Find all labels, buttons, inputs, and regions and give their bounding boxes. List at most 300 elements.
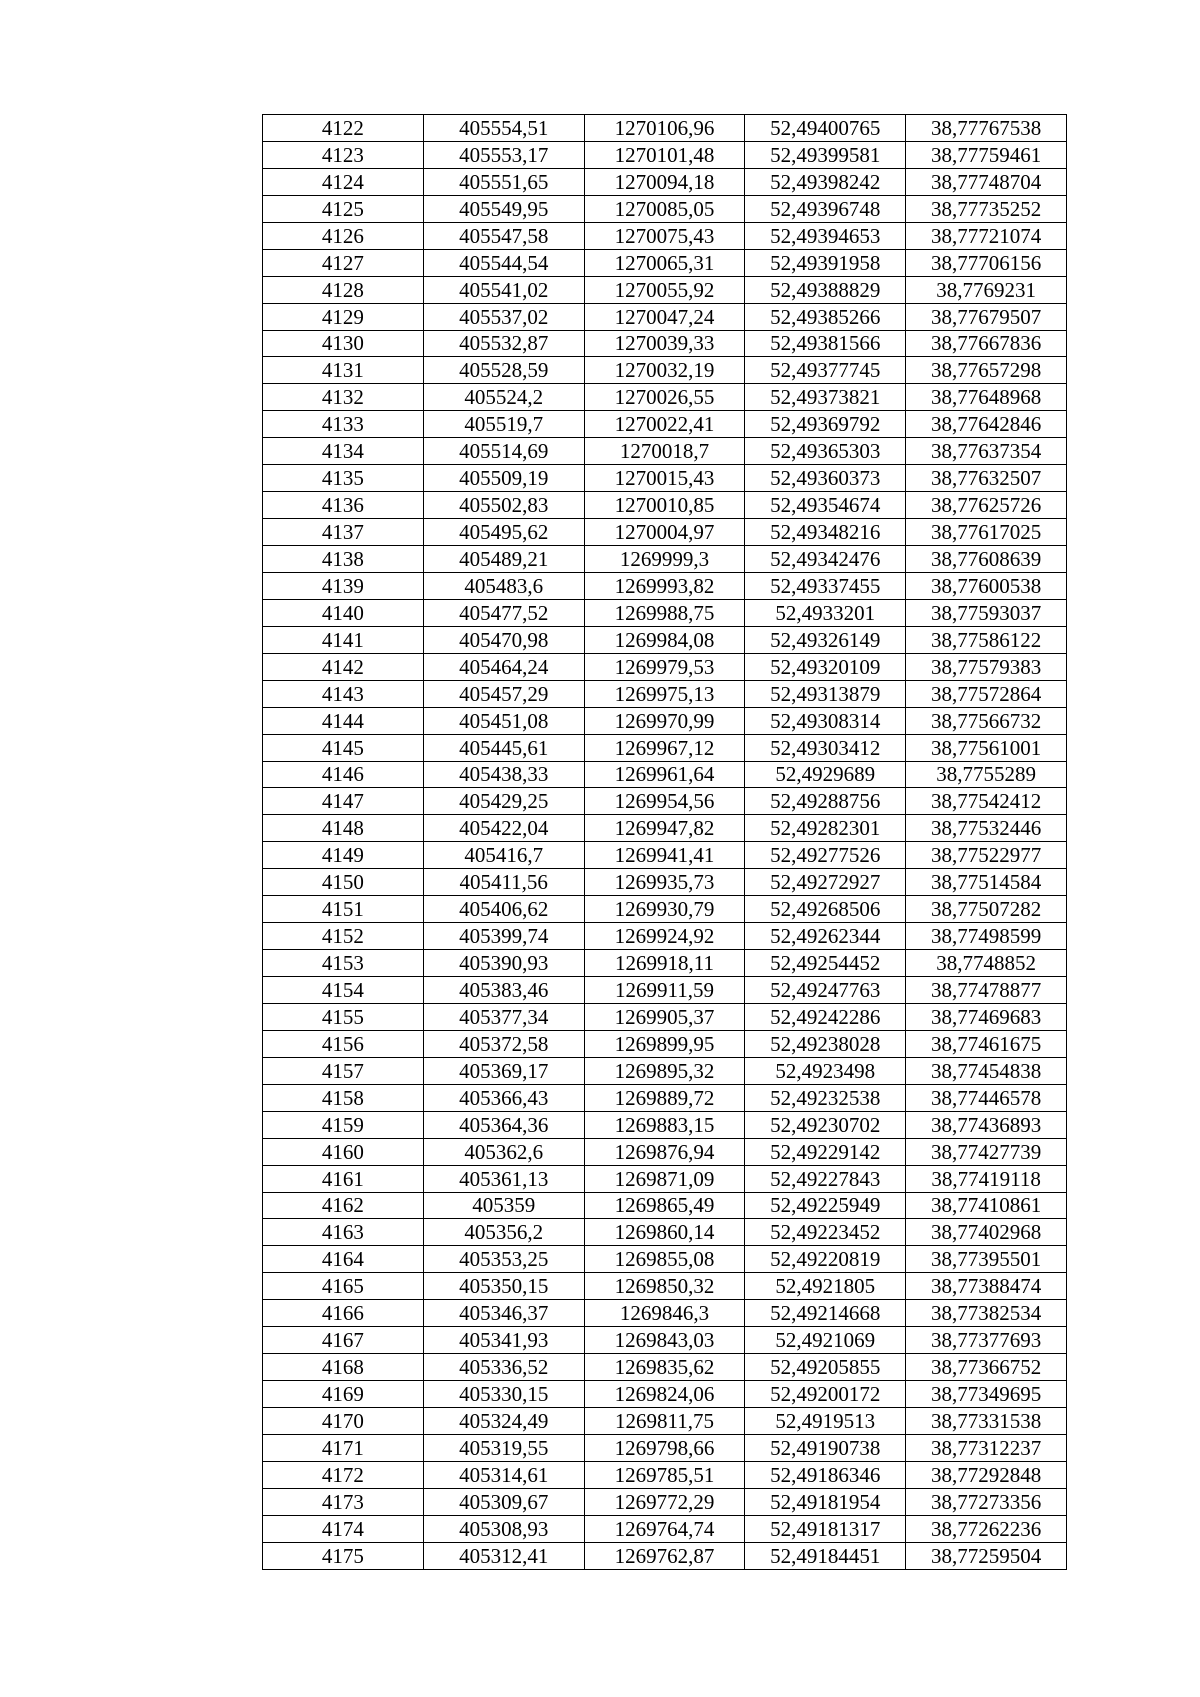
point-number-cell: 4148 bbox=[263, 815, 424, 842]
y-coordinate-cell: 1269899,95 bbox=[584, 1030, 745, 1057]
x-coordinate-cell: 405502,83 bbox=[423, 492, 584, 519]
table-row bbox=[263, 977, 1067, 1004]
y-coordinate-cell: 1270018,7 bbox=[584, 438, 745, 465]
point-number-cell: 4136 bbox=[263, 492, 424, 519]
longitude-cell: 38,77507282 bbox=[906, 896, 1067, 923]
table-row bbox=[263, 1461, 1067, 1488]
x-coordinate-cell: 405457,29 bbox=[423, 680, 584, 707]
latitude-cell: 52,49326149 bbox=[745, 626, 906, 653]
longitude-cell: 38,77446578 bbox=[906, 1084, 1067, 1111]
longitude-cell: 38,77679507 bbox=[906, 303, 1067, 330]
table-row bbox=[263, 923, 1067, 950]
table-row bbox=[263, 1030, 1067, 1057]
y-coordinate-cell: 1270075,43 bbox=[584, 222, 745, 249]
latitude-cell: 52,4929689 bbox=[745, 761, 906, 788]
y-coordinate-cell: 1269835,62 bbox=[584, 1354, 745, 1381]
x-coordinate-cell: 405411,56 bbox=[423, 869, 584, 896]
latitude-cell: 52,49184451 bbox=[745, 1542, 906, 1569]
x-coordinate-cell: 405483,6 bbox=[423, 572, 584, 599]
point-number-cell: 4168 bbox=[263, 1354, 424, 1381]
point-number-cell: 4173 bbox=[263, 1488, 424, 1515]
table-row bbox=[263, 626, 1067, 653]
longitude-cell: 38,77331538 bbox=[906, 1408, 1067, 1435]
latitude-cell: 52,49272927 bbox=[745, 869, 906, 896]
table-row bbox=[263, 896, 1067, 923]
longitude-cell: 38,77648968 bbox=[906, 384, 1067, 411]
table-row bbox=[263, 572, 1067, 599]
x-coordinate-cell: 405528,59 bbox=[423, 357, 584, 384]
point-number-cell: 4159 bbox=[263, 1111, 424, 1138]
latitude-cell: 52,49186346 bbox=[745, 1461, 906, 1488]
latitude-cell: 52,49190738 bbox=[745, 1434, 906, 1461]
y-coordinate-cell: 1269954,56 bbox=[584, 788, 745, 815]
y-coordinate-cell: 1269843,03 bbox=[584, 1327, 745, 1354]
point-number-cell: 4143 bbox=[263, 680, 424, 707]
longitude-cell: 38,77642846 bbox=[906, 411, 1067, 438]
longitude-cell: 38,77721074 bbox=[906, 222, 1067, 249]
table-row bbox=[263, 1111, 1067, 1138]
latitude-cell: 52,49200172 bbox=[745, 1381, 906, 1408]
y-coordinate-cell: 1270010,85 bbox=[584, 492, 745, 519]
latitude-cell: 52,49398242 bbox=[745, 168, 906, 195]
latitude-cell: 52,49268506 bbox=[745, 896, 906, 923]
table-row bbox=[263, 384, 1067, 411]
table-row bbox=[263, 438, 1067, 465]
y-coordinate-cell: 1269975,13 bbox=[584, 680, 745, 707]
point-number-cell: 4150 bbox=[263, 869, 424, 896]
longitude-cell: 38,77561001 bbox=[906, 734, 1067, 761]
y-coordinate-cell: 1269988,75 bbox=[584, 599, 745, 626]
x-coordinate-cell: 405553,17 bbox=[423, 141, 584, 168]
x-coordinate-cell: 405377,34 bbox=[423, 1003, 584, 1030]
table-row bbox=[263, 249, 1067, 276]
latitude-cell: 52,49365303 bbox=[745, 438, 906, 465]
table-row bbox=[263, 1408, 1067, 1435]
latitude-cell: 52,49391958 bbox=[745, 249, 906, 276]
point-number-cell: 4134 bbox=[263, 438, 424, 465]
table-row bbox=[263, 465, 1067, 492]
y-coordinate-cell: 1269889,72 bbox=[584, 1084, 745, 1111]
table-row bbox=[263, 1273, 1067, 1300]
table-row bbox=[263, 707, 1067, 734]
table-row bbox=[263, 788, 1067, 815]
x-coordinate-cell: 405509,19 bbox=[423, 465, 584, 492]
point-number-cell: 4130 bbox=[263, 330, 424, 357]
point-number-cell: 4139 bbox=[263, 572, 424, 599]
latitude-cell: 52,49181317 bbox=[745, 1515, 906, 1542]
table-row bbox=[263, 330, 1067, 357]
latitude-cell: 52,49227843 bbox=[745, 1165, 906, 1192]
longitude-cell: 38,77454838 bbox=[906, 1057, 1067, 1084]
latitude-cell: 52,49337455 bbox=[745, 572, 906, 599]
latitude-cell: 52,49262344 bbox=[745, 923, 906, 950]
y-coordinate-cell: 1269970,99 bbox=[584, 707, 745, 734]
latitude-cell: 52,49388829 bbox=[745, 276, 906, 303]
point-number-cell: 4166 bbox=[263, 1300, 424, 1327]
point-number-cell: 4147 bbox=[263, 788, 424, 815]
table-row bbox=[263, 653, 1067, 680]
table-row bbox=[263, 1165, 1067, 1192]
point-number-cell: 4152 bbox=[263, 923, 424, 950]
point-number-cell: 4123 bbox=[263, 141, 424, 168]
y-coordinate-cell: 1270106,96 bbox=[584, 115, 745, 142]
table-row bbox=[263, 1381, 1067, 1408]
y-coordinate-cell: 1269935,73 bbox=[584, 869, 745, 896]
point-number-cell: 4149 bbox=[263, 842, 424, 869]
x-coordinate-cell: 405324,49 bbox=[423, 1408, 584, 1435]
latitude-cell: 52,49181954 bbox=[745, 1488, 906, 1515]
x-coordinate-cell: 405356,2 bbox=[423, 1219, 584, 1246]
longitude-cell: 38,7748852 bbox=[906, 950, 1067, 977]
y-coordinate-cell: 1269947,82 bbox=[584, 815, 745, 842]
table-row bbox=[263, 815, 1067, 842]
latitude-cell: 52,49229142 bbox=[745, 1138, 906, 1165]
longitude-cell: 38,77498599 bbox=[906, 923, 1067, 950]
y-coordinate-cell: 1269865,49 bbox=[584, 1192, 745, 1219]
longitude-cell: 38,77522977 bbox=[906, 842, 1067, 869]
point-number-cell: 4122 bbox=[263, 115, 424, 142]
latitude-cell: 52,49214668 bbox=[745, 1300, 906, 1327]
longitude-cell: 38,77478877 bbox=[906, 977, 1067, 1004]
longitude-cell: 38,77637354 bbox=[906, 438, 1067, 465]
x-coordinate-cell: 405477,52 bbox=[423, 599, 584, 626]
point-number-cell: 4137 bbox=[263, 519, 424, 546]
x-coordinate-cell: 405532,87 bbox=[423, 330, 584, 357]
longitude-cell: 38,77767538 bbox=[906, 115, 1067, 142]
y-coordinate-cell: 1269883,15 bbox=[584, 1111, 745, 1138]
x-coordinate-cell: 405551,65 bbox=[423, 168, 584, 195]
longitude-cell: 38,77566732 bbox=[906, 707, 1067, 734]
table-row bbox=[263, 1246, 1067, 1273]
table-row bbox=[263, 115, 1067, 142]
longitude-cell: 38,77377693 bbox=[906, 1327, 1067, 1354]
point-number-cell: 4164 bbox=[263, 1246, 424, 1273]
x-coordinate-cell: 405399,74 bbox=[423, 923, 584, 950]
latitude-cell: 52,49377745 bbox=[745, 357, 906, 384]
longitude-cell: 38,77608639 bbox=[906, 546, 1067, 573]
point-number-cell: 4144 bbox=[263, 707, 424, 734]
y-coordinate-cell: 1269764,74 bbox=[584, 1515, 745, 1542]
table-row bbox=[263, 734, 1067, 761]
latitude-cell: 52,49320109 bbox=[745, 653, 906, 680]
table-row bbox=[263, 1354, 1067, 1381]
x-coordinate-cell: 405537,02 bbox=[423, 303, 584, 330]
longitude-cell: 38,77542412 bbox=[906, 788, 1067, 815]
latitude-cell: 52,49242286 bbox=[745, 1003, 906, 1030]
x-coordinate-cell: 405314,61 bbox=[423, 1461, 584, 1488]
x-coordinate-cell: 405336,52 bbox=[423, 1354, 584, 1381]
point-number-cell: 4142 bbox=[263, 653, 424, 680]
table-row bbox=[263, 222, 1067, 249]
latitude-cell: 52,49277526 bbox=[745, 842, 906, 869]
latitude-cell: 52,4923498 bbox=[745, 1057, 906, 1084]
y-coordinate-cell: 1269871,09 bbox=[584, 1165, 745, 1192]
point-number-cell: 4156 bbox=[263, 1030, 424, 1057]
y-coordinate-cell: 1270065,31 bbox=[584, 249, 745, 276]
y-coordinate-cell: 1269785,51 bbox=[584, 1461, 745, 1488]
y-coordinate-cell: 1269855,08 bbox=[584, 1246, 745, 1273]
y-coordinate-cell: 1270015,43 bbox=[584, 465, 745, 492]
longitude-cell: 38,77600538 bbox=[906, 572, 1067, 599]
longitude-cell: 38,77402968 bbox=[906, 1219, 1067, 1246]
longitude-cell: 38,77469683 bbox=[906, 1003, 1067, 1030]
x-coordinate-cell: 405519,7 bbox=[423, 411, 584, 438]
x-coordinate-cell: 405438,33 bbox=[423, 761, 584, 788]
longitude-cell: 38,77382534 bbox=[906, 1300, 1067, 1327]
table-row bbox=[263, 492, 1067, 519]
x-coordinate-cell: 405350,15 bbox=[423, 1273, 584, 1300]
x-coordinate-cell: 405544,54 bbox=[423, 249, 584, 276]
point-number-cell: 4140 bbox=[263, 599, 424, 626]
x-coordinate-cell: 405422,04 bbox=[423, 815, 584, 842]
x-coordinate-cell: 405406,62 bbox=[423, 896, 584, 923]
point-number-cell: 4158 bbox=[263, 1084, 424, 1111]
y-coordinate-cell: 1269824,06 bbox=[584, 1381, 745, 1408]
latitude-cell: 52,4933201 bbox=[745, 599, 906, 626]
longitude-cell: 38,77273356 bbox=[906, 1488, 1067, 1515]
table-row bbox=[263, 761, 1067, 788]
x-coordinate-cell: 405549,95 bbox=[423, 195, 584, 222]
latitude-cell: 52,49313879 bbox=[745, 680, 906, 707]
x-coordinate-cell: 405547,58 bbox=[423, 222, 584, 249]
x-coordinate-cell: 405372,58 bbox=[423, 1030, 584, 1057]
longitude-cell: 38,77625726 bbox=[906, 492, 1067, 519]
latitude-cell: 52,49238028 bbox=[745, 1030, 906, 1057]
x-coordinate-cell: 405495,62 bbox=[423, 519, 584, 546]
point-number-cell: 4131 bbox=[263, 357, 424, 384]
x-coordinate-cell: 405359 bbox=[423, 1192, 584, 1219]
y-coordinate-cell: 1269895,32 bbox=[584, 1057, 745, 1084]
table-row bbox=[263, 519, 1067, 546]
y-coordinate-cell: 1270047,24 bbox=[584, 303, 745, 330]
table-row bbox=[263, 842, 1067, 869]
latitude-cell: 52,49342476 bbox=[745, 546, 906, 573]
x-coordinate-cell: 405319,55 bbox=[423, 1434, 584, 1461]
point-number-cell: 4154 bbox=[263, 977, 424, 1004]
latitude-cell: 52,49396748 bbox=[745, 195, 906, 222]
table-row bbox=[263, 1192, 1067, 1219]
y-coordinate-cell: 1269961,64 bbox=[584, 761, 745, 788]
x-coordinate-cell: 405445,61 bbox=[423, 734, 584, 761]
x-coordinate-cell: 405366,43 bbox=[423, 1084, 584, 1111]
x-coordinate-cell: 405364,36 bbox=[423, 1111, 584, 1138]
table-row bbox=[263, 141, 1067, 168]
table-row bbox=[263, 1434, 1067, 1461]
longitude-cell: 38,77579383 bbox=[906, 653, 1067, 680]
latitude-cell: 52,49232538 bbox=[745, 1084, 906, 1111]
point-number-cell: 4172 bbox=[263, 1461, 424, 1488]
point-number-cell: 4128 bbox=[263, 276, 424, 303]
latitude-cell: 52,49385266 bbox=[745, 303, 906, 330]
point-number-cell: 4162 bbox=[263, 1192, 424, 1219]
point-number-cell: 4174 bbox=[263, 1515, 424, 1542]
y-coordinate-cell: 1269876,94 bbox=[584, 1138, 745, 1165]
longitude-cell: 38,7755289 bbox=[906, 761, 1067, 788]
table-row bbox=[263, 357, 1067, 384]
latitude-cell: 52,49399581 bbox=[745, 141, 906, 168]
latitude-cell: 52,4921069 bbox=[745, 1327, 906, 1354]
longitude-cell: 38,77436893 bbox=[906, 1111, 1067, 1138]
x-coordinate-cell: 405369,17 bbox=[423, 1057, 584, 1084]
point-number-cell: 4153 bbox=[263, 950, 424, 977]
longitude-cell: 38,77312237 bbox=[906, 1434, 1067, 1461]
point-number-cell: 4125 bbox=[263, 195, 424, 222]
point-number-cell: 4165 bbox=[263, 1273, 424, 1300]
table-row bbox=[263, 1219, 1067, 1246]
y-coordinate-cell: 1269918,11 bbox=[584, 950, 745, 977]
table-row bbox=[263, 1488, 1067, 1515]
point-number-cell: 4127 bbox=[263, 249, 424, 276]
x-coordinate-cell: 405361,13 bbox=[423, 1165, 584, 1192]
longitude-cell: 38,77586122 bbox=[906, 626, 1067, 653]
x-coordinate-cell: 405341,93 bbox=[423, 1327, 584, 1354]
coordinates-table-body bbox=[263, 115, 1067, 1570]
point-number-cell: 4160 bbox=[263, 1138, 424, 1165]
point-number-cell: 4161 bbox=[263, 1165, 424, 1192]
latitude-cell: 52,49373821 bbox=[745, 384, 906, 411]
longitude-cell: 38,77514584 bbox=[906, 869, 1067, 896]
longitude-cell: 38,77461675 bbox=[906, 1030, 1067, 1057]
y-coordinate-cell: 1269762,87 bbox=[584, 1542, 745, 1569]
point-number-cell: 4151 bbox=[263, 896, 424, 923]
x-coordinate-cell: 405541,02 bbox=[423, 276, 584, 303]
table-row bbox=[263, 950, 1067, 977]
latitude-cell: 52,49360373 bbox=[745, 465, 906, 492]
y-coordinate-cell: 1270055,92 bbox=[584, 276, 745, 303]
latitude-cell: 52,49348216 bbox=[745, 519, 906, 546]
point-number-cell: 4157 bbox=[263, 1057, 424, 1084]
latitude-cell: 52,49369792 bbox=[745, 411, 906, 438]
longitude-cell: 38,77292848 bbox=[906, 1461, 1067, 1488]
point-number-cell: 4170 bbox=[263, 1408, 424, 1435]
longitude-cell: 38,77395501 bbox=[906, 1246, 1067, 1273]
x-coordinate-cell: 405514,69 bbox=[423, 438, 584, 465]
latitude-cell: 52,4919513 bbox=[745, 1408, 906, 1435]
latitude-cell: 52,4921805 bbox=[745, 1273, 906, 1300]
y-coordinate-cell: 1269967,12 bbox=[584, 734, 745, 761]
longitude-cell: 38,7769231 bbox=[906, 276, 1067, 303]
longitude-cell: 38,77593037 bbox=[906, 599, 1067, 626]
x-coordinate-cell: 405308,93 bbox=[423, 1515, 584, 1542]
latitude-cell: 52,49220819 bbox=[745, 1246, 906, 1273]
x-coordinate-cell: 405451,08 bbox=[423, 707, 584, 734]
y-coordinate-cell: 1269941,41 bbox=[584, 842, 745, 869]
table-row bbox=[263, 1542, 1067, 1569]
point-number-cell: 4167 bbox=[263, 1327, 424, 1354]
point-number-cell: 4132 bbox=[263, 384, 424, 411]
point-number-cell: 4169 bbox=[263, 1381, 424, 1408]
latitude-cell: 52,49308314 bbox=[745, 707, 906, 734]
longitude-cell: 38,77410861 bbox=[906, 1192, 1067, 1219]
point-number-cell: 4145 bbox=[263, 734, 424, 761]
point-number-cell: 4124 bbox=[263, 168, 424, 195]
longitude-cell: 38,77419118 bbox=[906, 1165, 1067, 1192]
point-number-cell: 4155 bbox=[263, 1003, 424, 1030]
table-row bbox=[263, 411, 1067, 438]
x-coordinate-cell: 405309,67 bbox=[423, 1488, 584, 1515]
table-row bbox=[263, 1515, 1067, 1542]
x-coordinate-cell: 405362,6 bbox=[423, 1138, 584, 1165]
latitude-cell: 52,49282301 bbox=[745, 815, 906, 842]
x-coordinate-cell: 405470,98 bbox=[423, 626, 584, 653]
point-number-cell: 4141 bbox=[263, 626, 424, 653]
latitude-cell: 52,49354674 bbox=[745, 492, 906, 519]
y-coordinate-cell: 1270085,05 bbox=[584, 195, 745, 222]
point-number-cell: 4163 bbox=[263, 1219, 424, 1246]
table-row bbox=[263, 168, 1067, 195]
y-coordinate-cell: 1269930,79 bbox=[584, 896, 745, 923]
table-row bbox=[263, 1300, 1067, 1327]
longitude-cell: 38,77759461 bbox=[906, 141, 1067, 168]
latitude-cell: 52,49254452 bbox=[745, 950, 906, 977]
table-row bbox=[263, 195, 1067, 222]
table-row bbox=[263, 869, 1067, 896]
x-coordinate-cell: 405524,2 bbox=[423, 384, 584, 411]
table-row bbox=[263, 276, 1067, 303]
y-coordinate-cell: 1269979,53 bbox=[584, 653, 745, 680]
y-coordinate-cell: 1270101,48 bbox=[584, 141, 745, 168]
longitude-cell: 38,77259504 bbox=[906, 1542, 1067, 1569]
y-coordinate-cell: 1269924,92 bbox=[584, 923, 745, 950]
point-number-cell: 4171 bbox=[263, 1434, 424, 1461]
latitude-cell: 52,49381566 bbox=[745, 330, 906, 357]
point-number-cell: 4175 bbox=[263, 1542, 424, 1569]
point-number-cell: 4146 bbox=[263, 761, 424, 788]
y-coordinate-cell: 1270004,97 bbox=[584, 519, 745, 546]
coordinates-table bbox=[262, 114, 1067, 1570]
longitude-cell: 38,77366752 bbox=[906, 1354, 1067, 1381]
point-number-cell: 4138 bbox=[263, 546, 424, 573]
latitude-cell: 52,49205855 bbox=[745, 1354, 906, 1381]
y-coordinate-cell: 1269860,14 bbox=[584, 1219, 745, 1246]
y-coordinate-cell: 1269850,32 bbox=[584, 1273, 745, 1300]
table-row bbox=[263, 1138, 1067, 1165]
longitude-cell: 38,77262236 bbox=[906, 1515, 1067, 1542]
point-number-cell: 4129 bbox=[263, 303, 424, 330]
longitude-cell: 38,77657298 bbox=[906, 357, 1067, 384]
x-coordinate-cell: 405390,93 bbox=[423, 950, 584, 977]
y-coordinate-cell: 1269798,66 bbox=[584, 1434, 745, 1461]
table-row bbox=[263, 303, 1067, 330]
y-coordinate-cell: 1270094,18 bbox=[584, 168, 745, 195]
x-coordinate-cell: 405346,37 bbox=[423, 1300, 584, 1327]
longitude-cell: 38,77617025 bbox=[906, 519, 1067, 546]
latitude-cell: 52,49400765 bbox=[745, 115, 906, 142]
y-coordinate-cell: 1269911,59 bbox=[584, 977, 745, 1004]
latitude-cell: 52,49394653 bbox=[745, 222, 906, 249]
x-coordinate-cell: 405464,24 bbox=[423, 653, 584, 680]
latitude-cell: 52,49288756 bbox=[745, 788, 906, 815]
y-coordinate-cell: 1269993,82 bbox=[584, 572, 745, 599]
table-row bbox=[263, 599, 1067, 626]
x-coordinate-cell: 405429,25 bbox=[423, 788, 584, 815]
latitude-cell: 52,49230702 bbox=[745, 1111, 906, 1138]
longitude-cell: 38,77427739 bbox=[906, 1138, 1067, 1165]
longitude-cell: 38,77572864 bbox=[906, 680, 1067, 707]
y-coordinate-cell: 1269811,75 bbox=[584, 1408, 745, 1435]
table-row bbox=[263, 1057, 1067, 1084]
y-coordinate-cell: 1269846,3 bbox=[584, 1300, 745, 1327]
y-coordinate-cell: 1269772,29 bbox=[584, 1488, 745, 1515]
x-coordinate-cell: 405416,7 bbox=[423, 842, 584, 869]
x-coordinate-cell: 405312,41 bbox=[423, 1542, 584, 1569]
y-coordinate-cell: 1270032,19 bbox=[584, 357, 745, 384]
x-coordinate-cell: 405383,46 bbox=[423, 977, 584, 1004]
x-coordinate-cell: 405554,51 bbox=[423, 115, 584, 142]
latitude-cell: 52,49223452 bbox=[745, 1219, 906, 1246]
longitude-cell: 38,77735252 bbox=[906, 195, 1067, 222]
table-row bbox=[263, 546, 1067, 573]
